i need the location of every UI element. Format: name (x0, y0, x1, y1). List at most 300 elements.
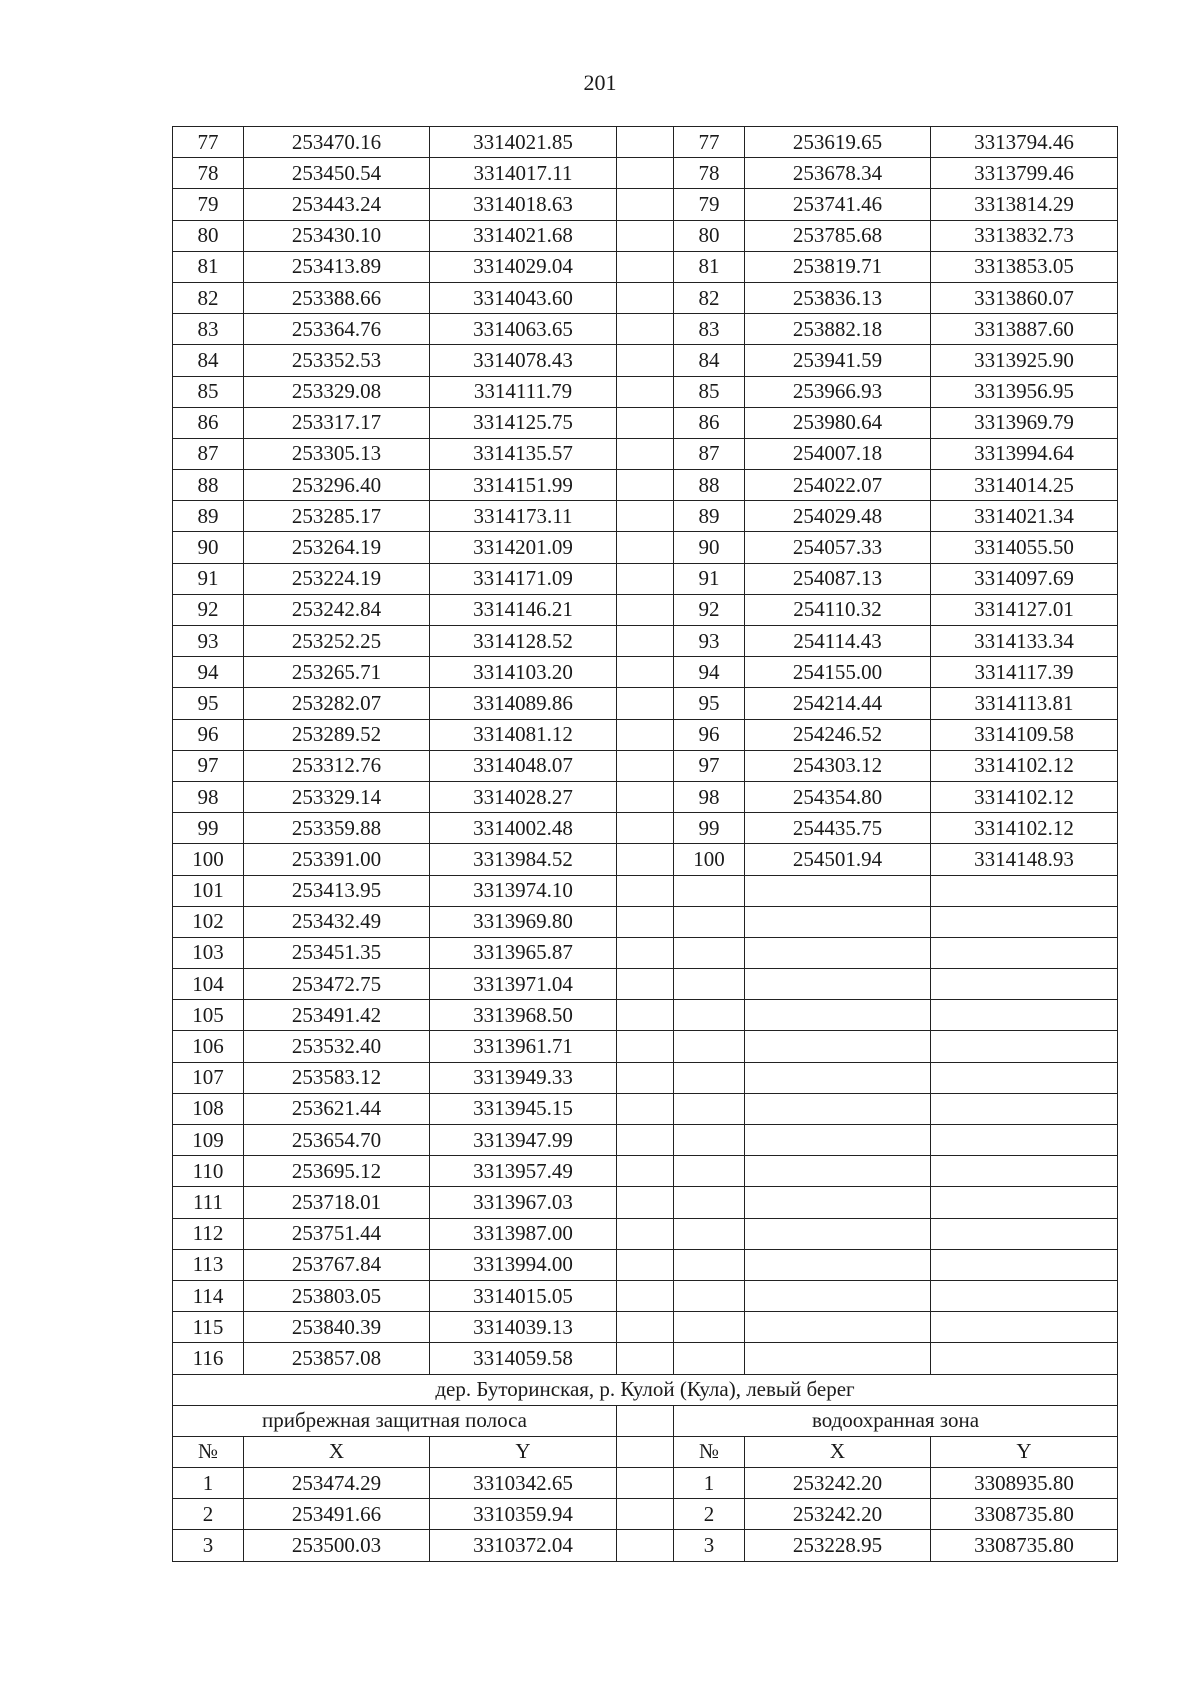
left-num-cell: 109 (173, 1125, 244, 1156)
right-y-cell: 3314148.93 (931, 844, 1118, 875)
right-num-cell: 86 (674, 407, 745, 438)
left-x-cell: 253364.76 (244, 314, 430, 345)
right-x-cell (745, 1093, 931, 1124)
right-x-cell: 253836.13 (745, 282, 931, 313)
left-num-cell: 77 (173, 127, 244, 158)
gap-cell (617, 937, 674, 968)
gap-cell (617, 470, 674, 501)
right-y-cell: 3313794.46 (931, 127, 1118, 158)
left-y-cell: 3314135.57 (430, 438, 617, 469)
left-num-cell: 104 (173, 969, 244, 1000)
gap-cell (617, 1062, 674, 1093)
left-y-cell: 3314059.58 (430, 1343, 617, 1374)
right-num-cell: 92 (674, 594, 745, 625)
right-x-cell: 254214.44 (745, 688, 931, 719)
left-x-cell: 253840.39 (244, 1312, 430, 1343)
right-x-cell (745, 906, 931, 937)
table-row (173, 127, 1118, 158)
table-row (173, 937, 1118, 968)
left-x-cell: 253767.84 (244, 1249, 430, 1280)
left-num-cell: 99 (173, 813, 244, 844)
right-y-cell (931, 1000, 1118, 1031)
left-x-cell: 253296.40 (244, 470, 430, 501)
right-x-cell: 254114.43 (745, 626, 931, 657)
gap-cell (617, 875, 674, 906)
right-y-cell: 3313814.29 (931, 189, 1118, 220)
right-y-cell: 3314097.69 (931, 563, 1118, 594)
left-y-cell: 3313968.50 (430, 1000, 617, 1031)
right-x-cell: 254110.32 (745, 594, 931, 625)
right-y-cell (931, 969, 1118, 1000)
table-row (173, 251, 1118, 282)
right-num-cell: 79 (674, 189, 745, 220)
left-y-cell: 3314103.20 (430, 657, 617, 688)
left-num-cell: 107 (173, 1062, 244, 1093)
right-num-cell: 82 (674, 282, 745, 313)
table-row (173, 220, 1118, 251)
left-y-cell: 3310342.65 (430, 1468, 617, 1499)
right-num-cell: 2 (674, 1499, 745, 1530)
left-num-cell: 114 (173, 1280, 244, 1311)
left-num-cell: 95 (173, 688, 244, 719)
right-x-cell: 254303.12 (745, 750, 931, 781)
left-y-cell: 3314081.12 (430, 719, 617, 750)
left-col-x-header: X (244, 1436, 430, 1467)
right-y-cell (931, 1156, 1118, 1187)
right-x-cell (745, 1280, 931, 1311)
right-y-cell: 3313799.46 (931, 158, 1118, 189)
gap-cell (617, 314, 674, 345)
right-y-cell: 3314102.12 (931, 781, 1118, 812)
right-y-cell: 3308735.80 (931, 1530, 1118, 1561)
left-num-cell: 113 (173, 1249, 244, 1280)
column-header-row (173, 1436, 1118, 1467)
table-row (173, 657, 1118, 688)
table-row (173, 1187, 1118, 1218)
right-y-cell (931, 937, 1118, 968)
table-row (173, 345, 1118, 376)
right-x-cell: 254087.13 (745, 563, 931, 594)
left-y-cell: 3314125.75 (430, 407, 617, 438)
gap-cell (617, 1530, 674, 1561)
right-num-cell: 91 (674, 563, 745, 594)
left-x-cell: 253532.40 (244, 1031, 430, 1062)
left-x-cell: 253285.17 (244, 501, 430, 532)
right-x-cell (745, 969, 931, 1000)
left-y-cell: 3314029.04 (430, 251, 617, 282)
gap-cell (617, 1468, 674, 1499)
right-x-cell: 254246.52 (745, 719, 931, 750)
right-x-cell: 253785.68 (745, 220, 931, 251)
left-y-cell: 3313947.99 (430, 1125, 617, 1156)
right-y-cell: 3313994.64 (931, 438, 1118, 469)
left-y-cell: 3314021.68 (430, 220, 617, 251)
table-row (173, 563, 1118, 594)
right-col-x-header: X (745, 1436, 931, 1467)
right-num-cell (674, 1343, 745, 1374)
left-y-cell: 3314089.86 (430, 688, 617, 719)
left-x-cell: 253583.12 (244, 1062, 430, 1093)
gap-cell (617, 969, 674, 1000)
right-num-cell (674, 1280, 745, 1311)
right-x-cell: 253966.93 (745, 376, 931, 407)
left-x-cell: 253474.29 (244, 1468, 430, 1499)
left-num-cell: 89 (173, 501, 244, 532)
coordinates-table (172, 126, 1118, 1562)
right-y-cell (931, 1031, 1118, 1062)
table-row (173, 407, 1118, 438)
gap-cell (617, 501, 674, 532)
left-y-cell: 3314028.27 (430, 781, 617, 812)
left-col-y-header: Y (430, 1436, 617, 1467)
left-num-cell: 100 (173, 844, 244, 875)
left-x-cell: 253491.42 (244, 1000, 430, 1031)
right-num-cell (674, 1125, 745, 1156)
right-x-cell: 254057.33 (745, 532, 931, 563)
left-x-cell: 253751.44 (244, 1218, 430, 1249)
right-y-cell: 3313969.79 (931, 407, 1118, 438)
gap-cell (617, 1343, 674, 1374)
section-title-row (173, 1374, 1118, 1405)
right-x-cell: 253741.46 (745, 189, 931, 220)
gap-cell (617, 1312, 674, 1343)
left-num-cell: 106 (173, 1031, 244, 1062)
table-row (173, 688, 1118, 719)
left-num-cell: 3 (173, 1530, 244, 1561)
left-num-cell: 94 (173, 657, 244, 688)
left-y-cell: 3310359.94 (430, 1499, 617, 1530)
left-y-cell: 3314048.07 (430, 750, 617, 781)
left-num-cell: 1 (173, 1468, 244, 1499)
right-num-cell: 85 (674, 376, 745, 407)
left-x-cell: 253352.53 (244, 345, 430, 376)
left-num-cell: 80 (173, 220, 244, 251)
table-row (173, 376, 1118, 407)
right-x-cell: 253242.20 (745, 1499, 931, 1530)
left-y-cell: 3313961.71 (430, 1031, 617, 1062)
right-x-cell (745, 1156, 931, 1187)
left-y-cell: 3314173.11 (430, 501, 617, 532)
right-y-cell (931, 1343, 1118, 1374)
right-x-cell: 254155.00 (745, 657, 931, 688)
table-row (173, 906, 1118, 937)
gap-cell (617, 1031, 674, 1062)
left-num-cell: 81 (173, 251, 244, 282)
table-row (173, 1530, 1118, 1561)
gap-cell (617, 1093, 674, 1124)
table-row (173, 1312, 1118, 1343)
right-x-cell: 253242.20 (745, 1468, 931, 1499)
right-x-cell (745, 875, 931, 906)
left-x-cell: 253430.10 (244, 220, 430, 251)
left-num-cell: 112 (173, 1218, 244, 1249)
right-y-cell: 3314014.25 (931, 470, 1118, 501)
table-row (173, 1249, 1118, 1280)
left-y-cell: 3310372.04 (430, 1530, 617, 1561)
left-num-cell: 90 (173, 532, 244, 563)
left-y-cell: 3313957.49 (430, 1156, 617, 1187)
right-num-cell: 77 (674, 127, 745, 158)
gap-cell (617, 813, 674, 844)
left-col-num-header: № (173, 1436, 244, 1467)
left-num-cell: 98 (173, 781, 244, 812)
left-x-cell: 253413.89 (244, 251, 430, 282)
table-row (173, 1343, 1118, 1374)
table-row (173, 1093, 1118, 1124)
left-num-cell: 102 (173, 906, 244, 937)
left-y-cell: 3313965.87 (430, 937, 617, 968)
gap-cell (617, 594, 674, 625)
right-num-cell (674, 906, 745, 937)
left-num-cell: 2 (173, 1499, 244, 1530)
left-x-cell: 253242.84 (244, 594, 430, 625)
left-y-cell: 3313967.03 (430, 1187, 617, 1218)
table-row (173, 1031, 1118, 1062)
gap-cell (617, 688, 674, 719)
right-x-cell: 253882.18 (745, 314, 931, 345)
table-row (173, 626, 1118, 657)
right-num-cell: 87 (674, 438, 745, 469)
table-row (173, 1062, 1118, 1093)
gap-cell (617, 345, 674, 376)
right-col-y-header: Y (931, 1436, 1118, 1467)
right-y-cell (931, 875, 1118, 906)
right-num-cell: 81 (674, 251, 745, 282)
right-num-cell (674, 937, 745, 968)
right-x-cell (745, 1062, 931, 1093)
gap-cell (617, 657, 674, 688)
right-y-cell (931, 1187, 1118, 1218)
left-y-cell: 3314128.52 (430, 626, 617, 657)
left-y-cell: 3314151.99 (430, 470, 617, 501)
left-y-cell: 3314015.05 (430, 1280, 617, 1311)
right-num-cell: 100 (674, 844, 745, 875)
left-x-cell: 253451.35 (244, 937, 430, 968)
left-x-cell: 253470.16 (244, 127, 430, 158)
gap-cell (617, 251, 674, 282)
left-y-cell: 3314201.09 (430, 532, 617, 563)
left-num-cell: 78 (173, 158, 244, 189)
gap-cell (617, 1000, 674, 1031)
left-x-cell: 253289.52 (244, 719, 430, 750)
right-col-num-header: № (674, 1436, 745, 1467)
right-y-cell: 3314102.12 (931, 813, 1118, 844)
right-num-cell: 84 (674, 345, 745, 376)
left-y-cell: 3313969.80 (430, 906, 617, 937)
table-row (173, 594, 1118, 625)
left-y-cell: 3313984.52 (430, 844, 617, 875)
right-y-cell: 3313832.73 (931, 220, 1118, 251)
left-x-cell: 253432.49 (244, 906, 430, 937)
left-num-cell: 84 (173, 345, 244, 376)
table-row (173, 750, 1118, 781)
left-num-cell: 108 (173, 1093, 244, 1124)
left-num-cell: 88 (173, 470, 244, 501)
left-y-cell: 3313971.04 (430, 969, 617, 1000)
right-num-cell: 95 (674, 688, 745, 719)
right-y-cell: 3314113.81 (931, 688, 1118, 719)
right-y-cell: 3313925.90 (931, 345, 1118, 376)
gap-cell (617, 1187, 674, 1218)
gap-cell (617, 626, 674, 657)
left-num-cell: 115 (173, 1312, 244, 1343)
right-num-cell: 78 (674, 158, 745, 189)
right-num-cell (674, 1093, 745, 1124)
left-x-cell: 253857.08 (244, 1343, 430, 1374)
left-y-cell: 3314002.48 (430, 813, 617, 844)
right-x-cell: 253980.64 (745, 407, 931, 438)
left-x-cell: 253317.17 (244, 407, 430, 438)
left-y-cell: 3313945.15 (430, 1093, 617, 1124)
gap-cell (617, 1249, 674, 1280)
gap-cell (617, 220, 674, 251)
right-num-cell (674, 1187, 745, 1218)
right-num-cell: 88 (674, 470, 745, 501)
left-x-cell: 253224.19 (244, 563, 430, 594)
left-num-cell: 82 (173, 282, 244, 313)
right-num-cell (674, 1218, 745, 1249)
right-num-cell: 93 (674, 626, 745, 657)
table-row (173, 1125, 1118, 1156)
right-num-cell: 94 (674, 657, 745, 688)
left-num-cell: 103 (173, 937, 244, 968)
right-num-cell (674, 1156, 745, 1187)
left-x-cell: 253413.95 (244, 875, 430, 906)
right-y-cell: 3313887.60 (931, 314, 1118, 345)
table-row (173, 158, 1118, 189)
right-num-cell (674, 969, 745, 1000)
right-num-cell: 98 (674, 781, 745, 812)
right-num-cell (674, 1249, 745, 1280)
right-num-cell (674, 1312, 745, 1343)
gap-cell (617, 750, 674, 781)
gap-cell (617, 1405, 674, 1436)
table-row (173, 1468, 1118, 1499)
gap-cell (617, 438, 674, 469)
gap-cell (617, 1125, 674, 1156)
gap-cell (617, 781, 674, 812)
left-num-cell: 105 (173, 1000, 244, 1031)
right-y-cell: 3314109.58 (931, 719, 1118, 750)
right-y-cell (931, 1125, 1118, 1156)
right-x-cell: 254354.80 (745, 781, 931, 812)
right-y-cell (931, 906, 1118, 937)
table-row (173, 875, 1118, 906)
right-x-cell (745, 1000, 931, 1031)
right-num-cell (674, 1000, 745, 1031)
right-y-cell: 3313956.95 (931, 376, 1118, 407)
left-y-cell: 3314039.13 (430, 1312, 617, 1343)
right-y-cell (931, 1249, 1118, 1280)
left-num-cell: 85 (173, 376, 244, 407)
left-num-cell: 93 (173, 626, 244, 657)
left-num-cell: 83 (173, 314, 244, 345)
left-num-cell: 79 (173, 189, 244, 220)
gap-cell (617, 127, 674, 158)
right-y-cell: 3314021.34 (931, 501, 1118, 532)
left-x-cell: 253450.54 (244, 158, 430, 189)
gap-cell (617, 1218, 674, 1249)
left-num-cell: 101 (173, 875, 244, 906)
left-y-cell: 3314063.65 (430, 314, 617, 345)
right-num-cell: 83 (674, 314, 745, 345)
right-y-cell: 3314117.39 (931, 657, 1118, 688)
right-x-cell (745, 1249, 931, 1280)
left-num-cell: 87 (173, 438, 244, 469)
table-row (173, 1499, 1118, 1530)
gap-cell (617, 189, 674, 220)
right-x-cell: 253619.65 (745, 127, 931, 158)
right-x-cell: 254022.07 (745, 470, 931, 501)
left-x-cell: 253388.66 (244, 282, 430, 313)
right-num-cell: 89 (674, 501, 745, 532)
table-row (173, 1218, 1118, 1249)
left-num-cell: 86 (173, 407, 244, 438)
right-num-cell: 1 (674, 1468, 745, 1499)
left-x-cell: 253443.24 (244, 189, 430, 220)
right-x-cell (745, 1312, 931, 1343)
left-x-cell: 253264.19 (244, 532, 430, 563)
right-y-cell (931, 1280, 1118, 1311)
left-y-cell: 3314078.43 (430, 345, 617, 376)
gap-cell (617, 158, 674, 189)
gap-cell (617, 563, 674, 594)
right-y-cell: 3314127.01 (931, 594, 1118, 625)
right-x-cell: 253228.95 (745, 1530, 931, 1561)
right-x-cell: 253819.71 (745, 251, 931, 282)
table-row (173, 1000, 1118, 1031)
gap-cell (617, 1156, 674, 1187)
table-row (173, 719, 1118, 750)
left-y-cell: 3314017.11 (430, 158, 617, 189)
right-x-cell: 253678.34 (745, 158, 931, 189)
left-x-cell: 253695.12 (244, 1156, 430, 1187)
right-y-cell: 3308935.80 (931, 1468, 1118, 1499)
left-num-cell: 111 (173, 1187, 244, 1218)
right-y-cell (931, 1218, 1118, 1249)
table-row (173, 314, 1118, 345)
table-row (173, 501, 1118, 532)
page-number: 201 (583, 70, 617, 95)
right-y-cell: 3313853.05 (931, 251, 1118, 282)
table-row (173, 781, 1118, 812)
gap-cell (617, 719, 674, 750)
continuation-rows (173, 127, 1118, 1375)
left-x-cell: 253329.14 (244, 781, 430, 812)
gap-cell (617, 1436, 674, 1467)
left-num-cell: 96 (173, 719, 244, 750)
gap-cell (617, 1280, 674, 1311)
section-title: дер. Буторинская, р. Кулой (Кула), левый берег (173, 1374, 1118, 1405)
left-x-cell: 253282.07 (244, 688, 430, 719)
left-y-cell: 3314171.09 (430, 563, 617, 594)
table-row (173, 1156, 1118, 1187)
right-num-cell (674, 1062, 745, 1093)
right-x-cell (745, 1343, 931, 1374)
left-num-cell: 116 (173, 1343, 244, 1374)
gap-cell (617, 282, 674, 313)
left-x-cell: 253305.13 (244, 438, 430, 469)
right-y-cell: 3308735.80 (931, 1499, 1118, 1530)
left-zone-heading: прибрежная защитная полоса (173, 1405, 617, 1436)
section-rows (173, 1468, 1118, 1562)
gap-cell (617, 532, 674, 563)
right-x-cell (745, 1125, 931, 1156)
gap-cell (617, 906, 674, 937)
table-row (173, 1280, 1118, 1311)
right-y-cell: 3314102.12 (931, 750, 1118, 781)
right-num-cell: 80 (674, 220, 745, 251)
